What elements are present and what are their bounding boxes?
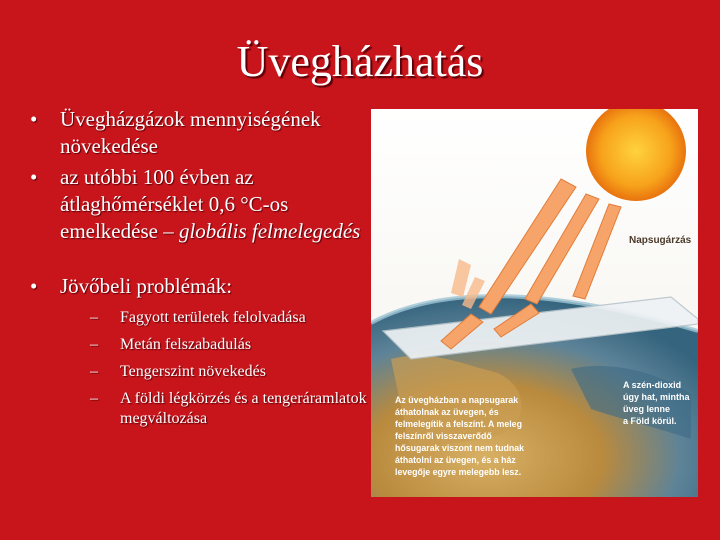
bullet-emphasis: globális felmelegedés <box>178 219 361 243</box>
slide-title: Üvegházhatás <box>236 37 484 86</box>
sub-item: – A földi légkörzés és a tengeráramlatok megváltozása <box>90 390 367 427</box>
bullet-list <box>30 106 370 436</box>
figure-caption: Az üvegházban a napsugarak áthatolnak az üvegen, és felmelegítik a felszínt. A meleg felszínről visszaverődő hősugarak viszont nem tudnak áthatolni az üvegen, és a ház levegője egyre melegebb lesz. <box>395 395 525 477</box>
bullet-dot: • <box>30 274 38 298</box>
bullet-text: az utóbbi 100 évben az átlaghőmérséklet 0,6 °C-os emelkedése – <box>60 165 289 243</box>
co2-label: A szén-dioxid úgy hat, mintha üveg lenne a Föld körül. <box>623 380 690 426</box>
sun-label: Napsugárzás <box>629 235 692 246</box>
sub-list <box>60 308 370 429</box>
bullet-item <box>30 164 370 245</box>
sub-item: – Metán felszabadulás <box>90 336 252 353</box>
sub-item: – Tengerszint növekedés <box>90 363 266 380</box>
bullet-text: Jövőbeli problémák: <box>60 274 233 298</box>
bullet-text: Üvegházgázok mennyiségének növekedése <box>60 107 321 158</box>
sub-item: – Fagyott területek felolvadása <box>90 309 306 326</box>
bullet-dot: • <box>30 107 38 131</box>
bullet-item <box>30 273 370 429</box>
greenhouse-illustration <box>371 109 698 497</box>
bullet-dot: • <box>30 165 38 189</box>
bullet-item <box>30 106 370 160</box>
